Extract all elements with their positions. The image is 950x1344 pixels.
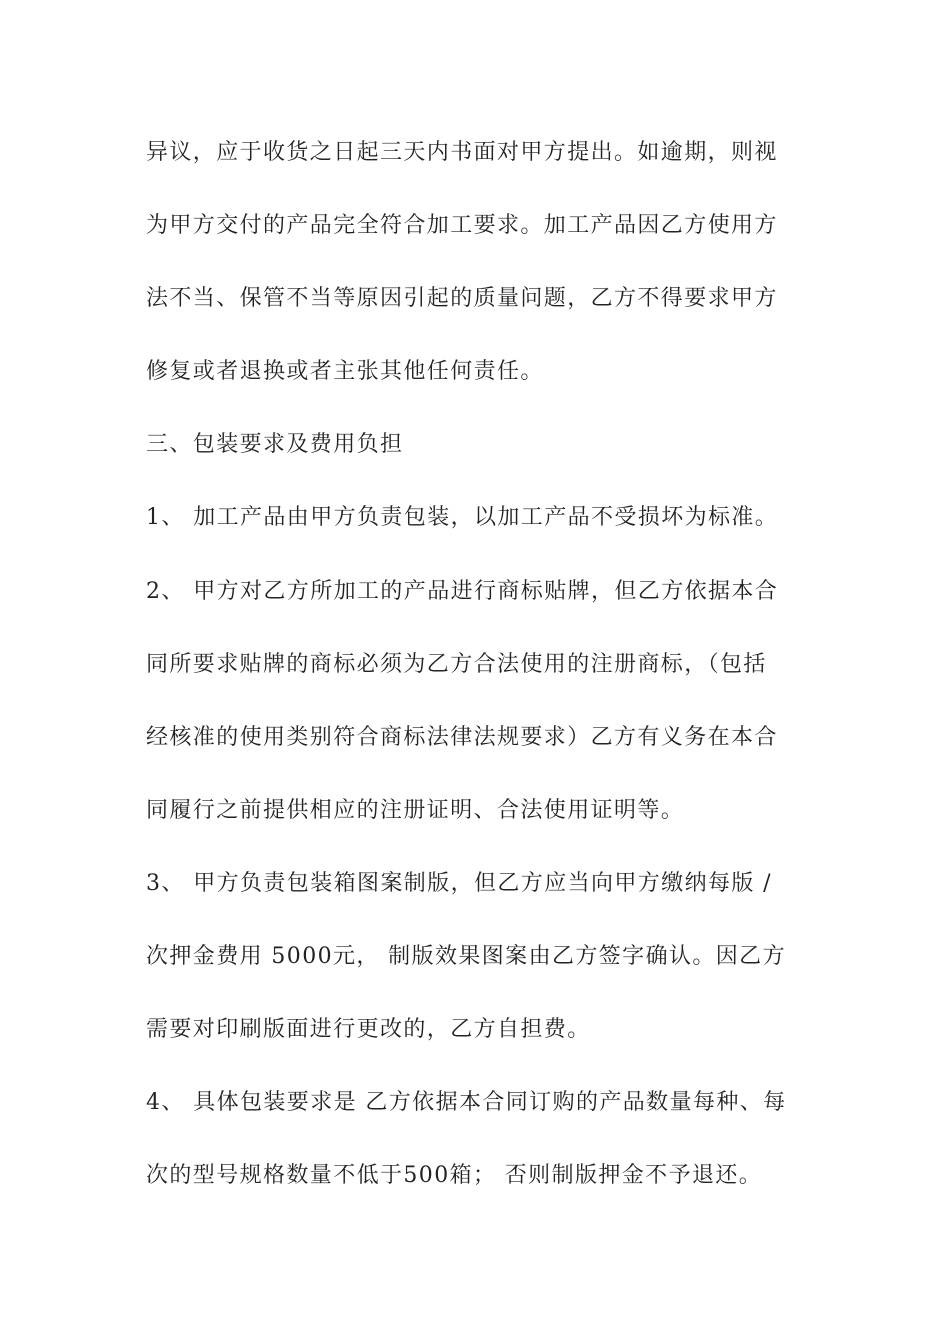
paragraph-line: 异议，应于收货之日起三天内书面对甲方提出。如逾期，则视	[146, 140, 778, 165]
paragraph-line: 需要对印刷版面进行更改的，乙方自担费。	[146, 1017, 591, 1043]
list-item: 4、 具体包装要求是 乙方依据本合同订购的产品数量每种、每	[146, 1090, 787, 1116]
list-item: 3、 甲方负责包装箱图案制版，但乙方应当向甲方缴纳每版 /	[146, 870, 772, 896]
list-item: 2、 甲方对乙方所加工的产品进行商标贴牌，但乙方依据本合	[146, 578, 779, 604]
document-body	[146, 126, 816, 1222]
paragraph-line: 同所要求贴牌的商标必须为乙方合法使用的注册商标，（包括	[146, 651, 767, 677]
paragraph-line: 法不当、保管不当等原因引起的质量问题，乙方不得要求甲方	[146, 286, 778, 312]
paragraph-line: 修复或者退换或者主张其他任何责任。	[146, 359, 544, 385]
paragraph-line: 次的型号规格数量不低于500箱； 否则制版押金不予退还。	[146, 1163, 763, 1189]
paragraph-line: 同履行之前提供相应的注册证明、合法使用证明等。	[146, 797, 685, 823]
paragraph-line: 为甲方交付的产品完全符合加工要求。加工产品因乙方使用方	[146, 213, 778, 239]
section-heading: 三、包装要求及费用负担	[146, 432, 404, 458]
paragraph-line: 次押金费用 5000元， 制版效果图案由乙方签字确认。因乙方	[146, 944, 786, 970]
list-item: 1、 加工产品由甲方负责包装，以加工产品不受损坏为标准。	[146, 505, 779, 531]
paragraph-line: 经核准的使用类别符合商标法律法规要求）乙方有义务在本合	[146, 724, 778, 750]
